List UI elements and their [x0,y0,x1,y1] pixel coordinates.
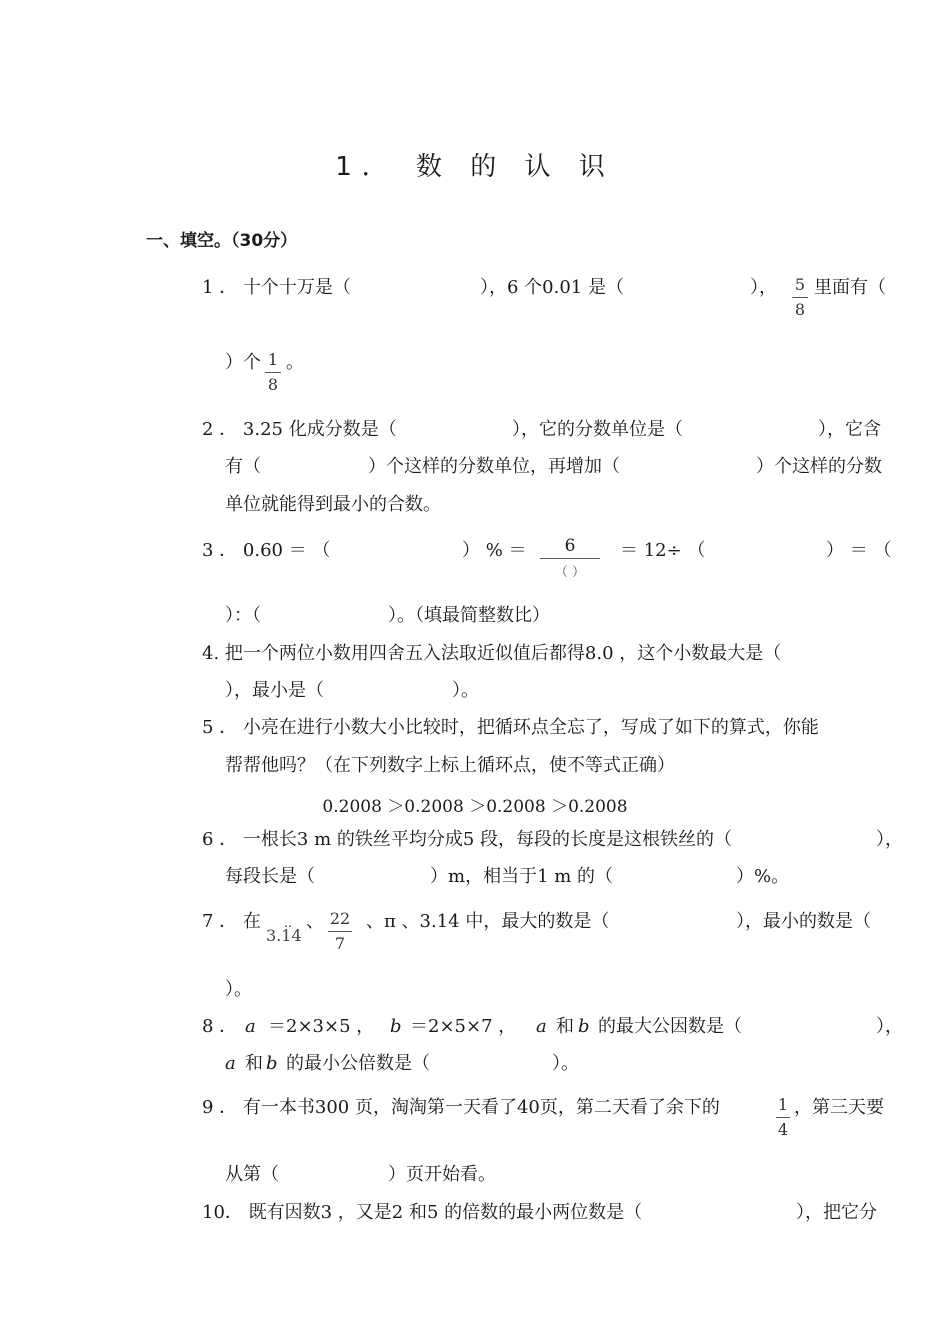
q7-repeating-decimal: 3.14 [266,926,302,945]
q5-line1: 5 ． 小亮在进行小数大小比较时，把循环点全忘了，写成了如下的算式，你能 [202,717,819,738]
q1-line1-part-c: ）， [750,277,777,298]
q8-var-a3: a [225,1053,236,1074]
q1-frac-numerator: 5 [794,275,806,294]
q8-var-b2: b [578,1016,590,1037]
q5-inequality: 0.2008 ＞0.2008 ＞0.2008 ＞0.2008 [322,797,628,817]
q8-var-b: b [390,1016,402,1037]
q9-line2-part-a: 从第（ [225,1164,279,1185]
q8-var-b3: b [266,1053,278,1074]
q3-frac-denominator: （ ） [554,565,586,580]
q8-line1-part-e: 的最大公因数是（ [598,1016,742,1037]
q7-frac-numerator: 22 [329,909,351,928]
q2-line2-part-b: ）个这样的分数单位，再增加（ [368,456,620,477]
q2-line3: 单位就能得到最小的合数。 [225,494,441,515]
q7-fraction-22-7 [328,910,352,953]
q6-line2-part-c: ）%。 [736,866,790,887]
q2-line1-part-b: ），它的分数单位是（ [512,419,683,440]
q3-line1-part-d: ） ＝ （ [826,540,892,561]
q3-line2-part-b: ）。（填最简整数比） [388,605,550,626]
q10-line1-part-b: ），把它分 [796,1202,877,1223]
q8-var-a: a [245,1016,256,1037]
q3-fraction-6-blank [540,536,600,580]
q2-line1-part-a: 2 ． 3.25 化成分数是（ [202,419,397,440]
q6-line1-part-b: ）， [876,829,903,850]
q1-line2-part-b: 。 [286,352,304,373]
q7-line2: ）。 [225,979,252,1000]
q8-line2-part-a: 和 [245,1053,263,1074]
q8-line1-part-c: ＝2×5×7 ， [410,1016,517,1037]
q1-line1-part-a: 1 ． 十个十万是（ [202,277,351,298]
q3-frac-bar [540,558,600,559]
q7-line1-part-a: 7 ． 在 [202,911,261,932]
q3-line1-part-a: 3 ． 0.60 ＝ （ [202,540,331,561]
q8-line1-part-f: ）， [876,1016,903,1037]
q1-fraction-1-8 [265,351,281,394]
q8-line1-part-d: 和 [556,1016,574,1037]
q8-line2-part-b: 的最小公倍数是（ [286,1053,430,1074]
q1-line1-part-b: ），6 个0.01 是（ [480,277,624,298]
q9-frac-bar [776,1117,790,1118]
q7-line1-part-b: 、π 、3.14 中，最大的数是（ [366,911,610,932]
q4-line2-part-a: ），最小是（ [225,680,324,701]
q1-frac2-numerator: 1 [267,350,279,369]
q9-line1-part-a: 9 ． 有一本书300 页，淘淘第一天看了40页，第二天看了余下的 [202,1097,720,1118]
q1-fraction-5-8 [792,276,808,319]
q10-line1-part-a: 10． 既有因数3 ，又是2 和5 的倍数的最小两位数是（ [202,1202,643,1223]
q9-line2-part-b: ）页开始看。 [388,1164,496,1185]
q5-line2: 帮帮他吗？（在下列数字上标上循环点，使不等式正确） [225,755,675,776]
repeating-dots-mark: ‥ [284,916,293,930]
q1-line1-part-d: 里面有（ [814,277,886,298]
q3-line2-part-a: ）：（ [225,605,261,626]
q1-frac2-denominator: 8 [267,375,279,394]
q8-line2-part-c: ）。 [552,1053,579,1074]
q9-frac-numerator: 1 [777,1095,789,1114]
q7-frac-bar [328,931,352,932]
q6-line2-part-a: 每段长是（ [225,866,315,887]
q8-line1-part-a: 8 ． [202,1016,238,1037]
q2-line1-part-c: ），它含 [818,419,881,440]
q4-line2-part-b: ）。 [452,680,479,701]
q3-line1-part-c: ＝ 12÷ （ [620,540,706,561]
q1-frac-denominator: 8 [794,300,806,319]
q2-line2-part-c: ）个这样的分数 [756,456,882,477]
q9-line1-part-b: ，第三天要 [794,1097,884,1118]
q4-line1: 4. 把一个两位小数用四舍五入法取近似值后都得8.0 ，这个小数最大是（ [202,643,782,664]
q1-frac2-bar [265,372,281,373]
page-title: 1． 数 的 认 识 [335,152,615,182]
q8-line1-part-b: ＝2×3×5 ， [268,1016,375,1037]
q7-frac-denominator: 7 [334,934,346,953]
q6-line2-part-b: ）m，相当于1 m 的（ [430,866,614,887]
section-heading: 一、填空。（30分） [146,231,298,251]
q1-frac-bar [792,297,808,298]
q7-line1-part-c: ），最小的数是（ [736,911,871,932]
q1-line2-part-a: ）个 [225,352,261,373]
q2-line2-part-a: 有（ [225,456,261,477]
q8-var-a2: a [536,1016,547,1037]
q9-frac-denominator: 4 [777,1120,789,1139]
q7-separator: 、 [306,911,324,932]
q9-fraction-1-4 [776,1096,790,1139]
q3-frac-numerator: 6 [564,536,576,556]
q3-line1-part-b: ） % ＝ [462,540,527,561]
q6-line1-part-a: 6 ． 一根长3 m 的铁丝平均分成5 段，每段的长度是这根铁丝的（ [202,829,733,850]
